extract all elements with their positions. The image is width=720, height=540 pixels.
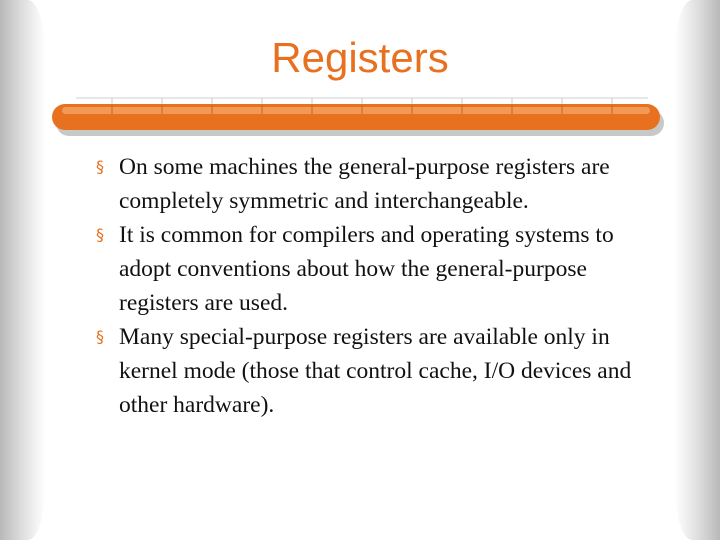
bullet-text: Many special-purpose registers are available only in kernel mode (those that control cache, I/O devices and other hardware). [119, 324, 632, 418]
bullet-list [96, 150, 656, 422]
bullet-marker-icon: § [96, 327, 104, 346]
bullet-marker-icon: § [96, 225, 104, 244]
bullet-item [96, 150, 656, 218]
bullet-text: It is common for compilers and operating systems to adopt conventions about how the general-purpose registers are used. [119, 222, 614, 316]
left-decorative-bar [0, 0, 46, 540]
title-underline-ruler [52, 92, 666, 138]
bullet-item [96, 320, 656, 422]
bullet-marker-icon: § [96, 157, 104, 176]
slide-title: Registers [271, 34, 449, 81]
bullet-item [96, 218, 656, 320]
right-decorative-bar [674, 0, 720, 540]
bullet-text: On some machines the general-purpose registers are completely symmetric and interchangeable. [119, 154, 610, 214]
